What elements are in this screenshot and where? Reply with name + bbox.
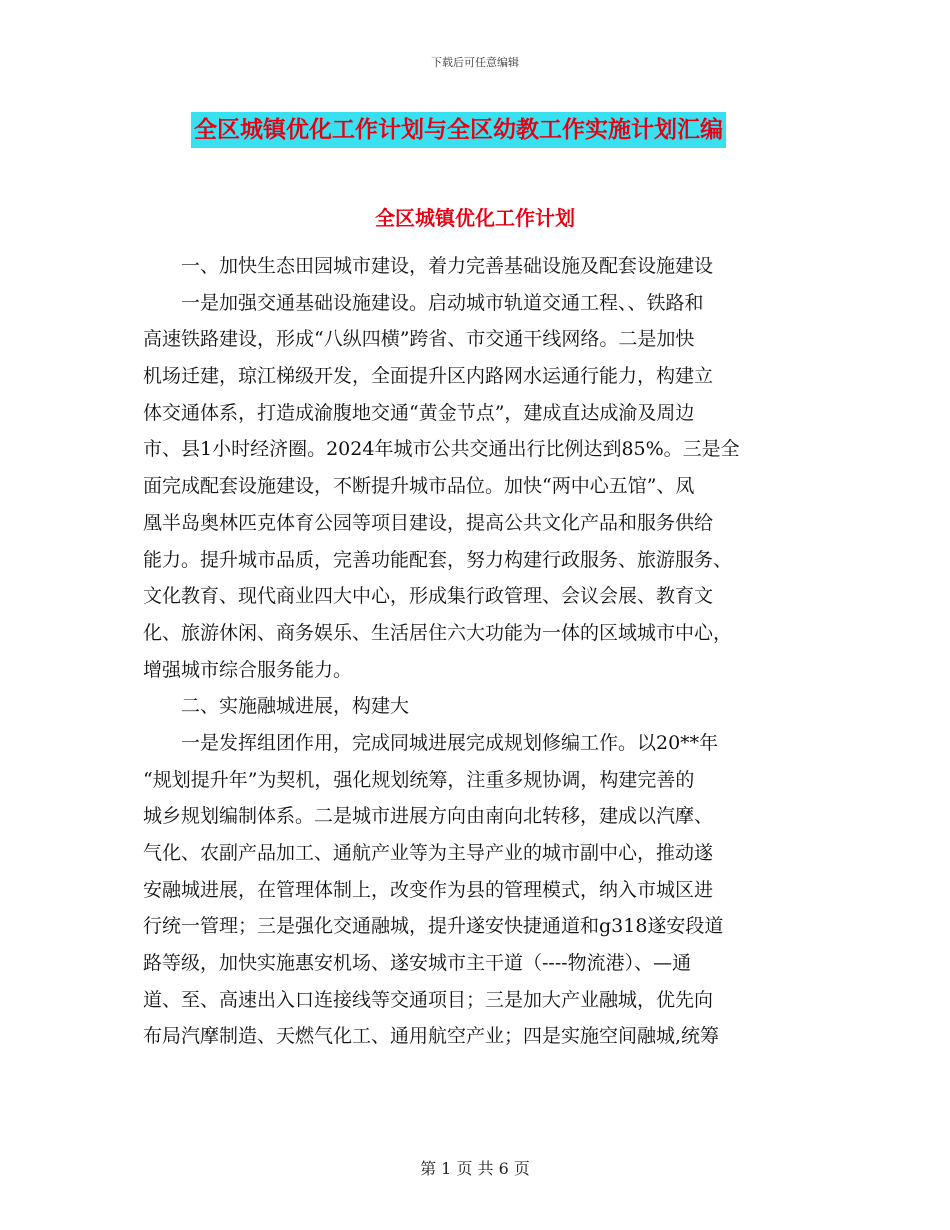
body-line: 机场迁建，琼江梯级开发，全面提升区内路网水运通行能力，构建立 <box>143 365 714 388</box>
document-body <box>143 248 808 1055</box>
document-main-title: 全区城镇优化工作计划与全区幼教工作实施计划汇编 <box>191 112 726 148</box>
body-line: 一、加快生态田园城市建设，着力完善基础设施及配套设施建设 <box>143 255 714 277</box>
body-line: 增强城市综合服务能力。 <box>143 658 353 681</box>
body-line: 高速铁路建设，形成“八纵四横”跨省、市交通干线网络。二是加快 <box>143 328 695 351</box>
body-line: 行统一管理；三是强化交通融城，提升遂安快捷通道和g318遂安段道 <box>143 915 724 938</box>
body-line: 面完成配套设施建设，不断提升城市品位。加快“两中心五馆”、凤 <box>143 475 695 498</box>
body-line: 一是发挥组团作用，完成同城进展完成规划修编工作。以20**年 <box>143 731 719 754</box>
body-line: “规划提升年”为契机，强化规划统筹，注重多规协调，构建完善的 <box>143 768 695 791</box>
body-line: 体交通体系，打造成渝腹地交通“黄金节点”，建成直达成渝及周边 <box>143 401 695 424</box>
header-note: 下载后可任意编辑 <box>431 56 519 69</box>
body-line: 化、旅游休闲、商务娱乐、生活居住六大功能为一体的区域城市中心， <box>143 621 733 644</box>
body-line: 文化教育、现代商业四大中心，形成集行政管理、会议会展、教育文 <box>143 585 714 608</box>
body-line: 城乡规划编制体系。二是城市进展方向由南向北转移，建成以汽摩、 <box>143 805 714 828</box>
body-line: 路等级，加快实施惠安机场、遂安城市主干道（----物流港）、—通 <box>143 952 692 975</box>
body-line: 气化、农副产品加工、通航产业等为主导产业的城市副中心，推动遂 <box>143 842 714 864</box>
body-line: 安融城进展，在管理体制上，改变作为县的管理模式，纳入市城区进 <box>143 878 714 901</box>
body-line: 二、实施融城进展，构建大 <box>143 695 410 718</box>
body-line: 道、至、高速出入口连接线等交通项目；三是加大产业融城，优先向 <box>143 988 714 1011</box>
body-line: 布局汽摩制造、天燃气化工、通用航空产业；四是实施空间融城,统筹 <box>143 1025 720 1048</box>
body-line: 凰半岛奥林匹克体育公园等项目建设，提高公共文化产品和服务供给 <box>143 511 714 534</box>
page-number-footer: 第 1 页 共 6 页 <box>420 1159 530 1178</box>
body-line: 市、县1小时经济圈。2024年城市公共交通出行比例达到85%。三是全 <box>143 438 740 461</box>
body-line: 一是加强交通基础设施建设。启动城市轨道交通工程、、铁路和 <box>143 291 704 314</box>
document-sub-title: 全区城镇优化工作计划 <box>375 206 575 230</box>
body-line: 能力。提升城市品质，完善功能配套，努力构建行政服务、旅游服务、 <box>143 548 733 571</box>
